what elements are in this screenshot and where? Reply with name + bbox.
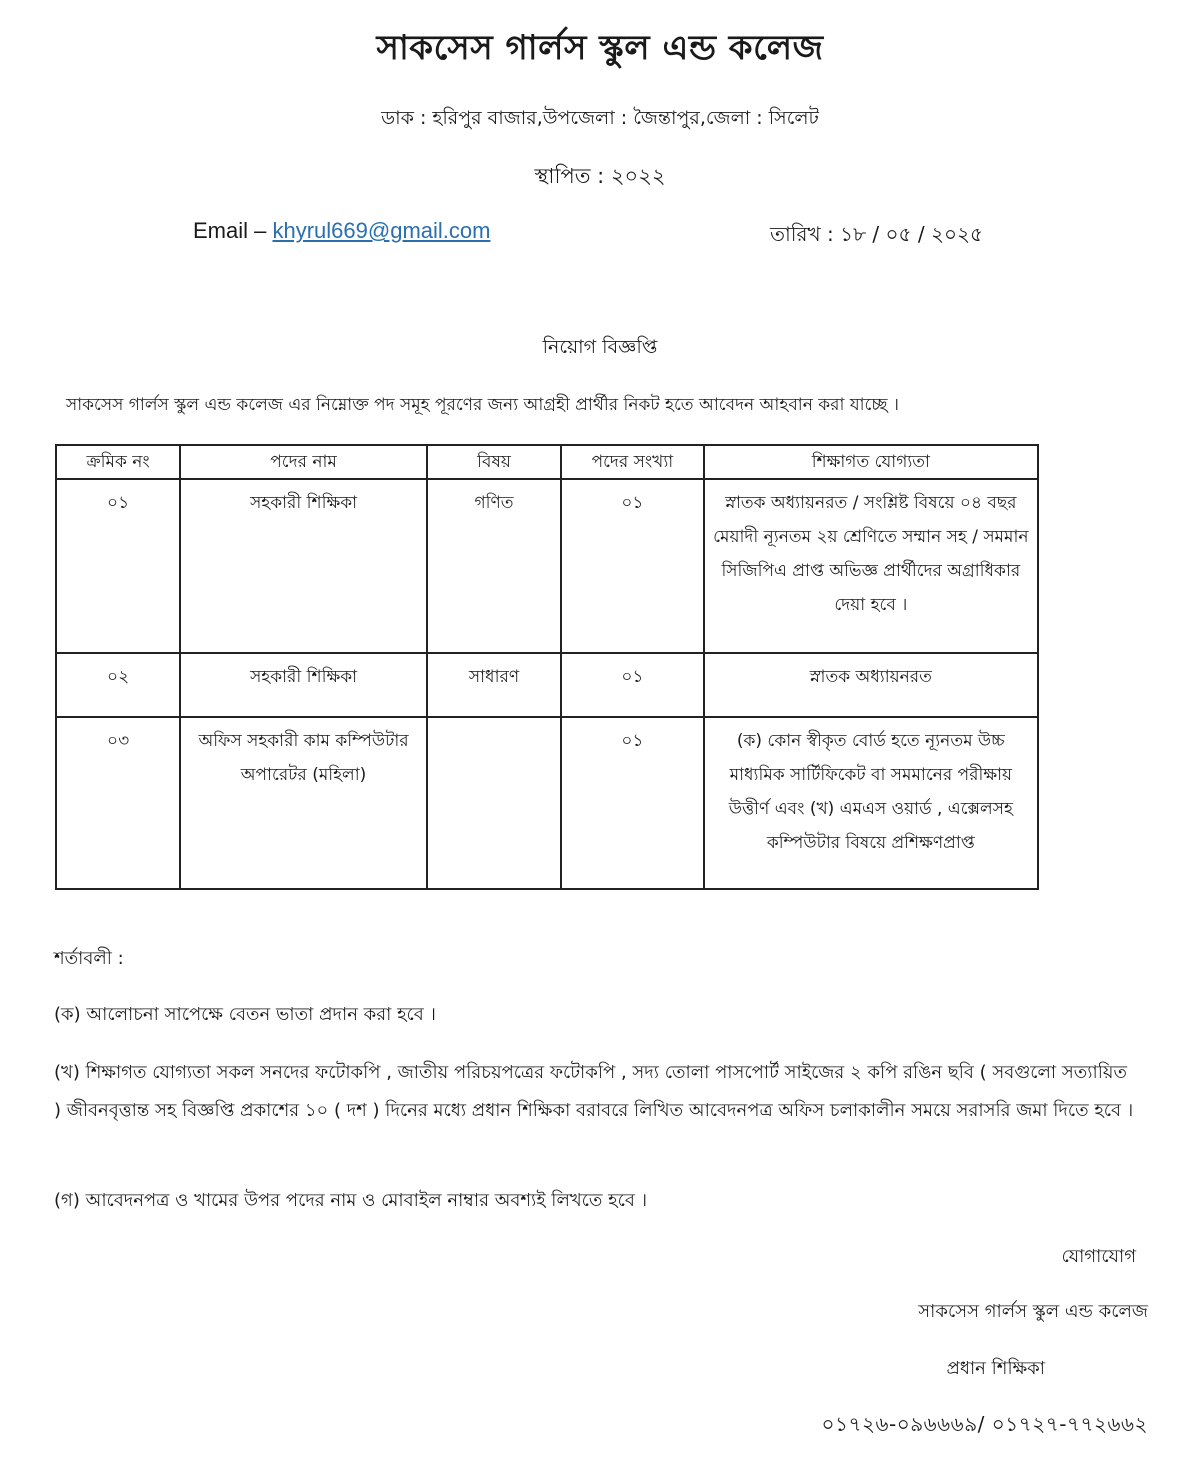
cell-subject — [427, 717, 561, 889]
cell-qualification: স্নাতক অধ্যায়নরত — [704, 653, 1038, 717]
school-name: সাকসেস গার্লস স্কুল এন্ড কলেজ — [376, 28, 824, 68]
school-address: ডাক : হরিপুর বাজার,উপজেলা : জৈন্তাপুর,জেলা : সিলেট — [381, 107, 819, 129]
term-item: (খ) শিক্ষাগত যোগ্যতা সকল সনদের ফটোকপি , জাতীয় পরিচয়পত্রের ফটোকপি , সদ্য তোলা পাসপোর্ট সাইজের ২ কপি রঙিন ছবি ( সবগুলো সত্যায়িত ) জীবনবৃত্তান্ত সহ বিজ্ঞপ্তি প্রকাশের ১০ ( দশ ) দিনের মধ্যে প্রধান শিক্ষিকা বরাবরে লিখিত আবেদনপত্র অফিস চলাকালীন সময়ে সরাসরি জমা দিতে হবে । — [54, 1062, 1134, 1121]
table-row — [56, 653, 1038, 717]
term-item: (গ) আবেদনপত্র ও খামের উপর পদের নাম ও মোবাইল নাম্বার অবশ্যই লিখতে হবে । — [54, 1190, 648, 1211]
notice-intro: সাকসেস গার্লস স্কুল এন্ড কলেজ এর নিম্নোক্ত পদ সমূহ পূরণের জন্য আগ্রহী প্রার্থীর নিকট হতে আবেদন আহবান করা যাচ্ছে । — [66, 395, 899, 415]
vacancy-table — [55, 444, 1039, 890]
established-year: স্থাপিত : ২০২২ — [534, 164, 666, 188]
header-post: পদের নাম — [180, 445, 427, 479]
cell-subject: সাধারণ — [427, 653, 561, 717]
cell-serial: ০৩ — [56, 717, 180, 889]
cell-post: অফিস সহকারী কাম কম্পিউটার অপারেটর (মহিলা) — [180, 717, 427, 889]
contact-phone: ০১৭২৬-০৯৬৬৬৯/ ০১৭২৭-৭৭২৬৬২ — [821, 1412, 1148, 1436]
email-line — [193, 218, 490, 244]
cell-count: ০১ — [561, 479, 704, 653]
cell-serial: ০১ — [56, 479, 180, 653]
term-item: (ক) আলোচনা সাপেক্ষে বেতন ভাতা প্রদান করা হবে । — [54, 1004, 436, 1025]
cell-count: ০১ — [561, 653, 704, 717]
table-header-row — [56, 445, 1038, 479]
header-subject: বিষয় — [427, 445, 561, 479]
cell-serial: ০২ — [56, 653, 180, 717]
cell-qualification: (ক) কোন স্বীকৃত বোর্ড হতে ন্যূনতম উচ্চ মাধ্যমিক সার্টিফিকেট বা সমমানের পরীক্ষায় উত্তীর্ণ এবং (খ) এমএস ওয়ার্ড , এক্সেলসহ কম্পিউটার বিষয়ে প্রশিক্ষণপ্রাপ্ত — [704, 717, 1038, 889]
contact-school: সাকসেস গার্লস স্কুল এন্ড কলেজ — [918, 1301, 1148, 1322]
table-row — [56, 479, 1038, 653]
header-count: পদের সংখ্যা — [561, 445, 704, 479]
contact-head: প্রধান শিক্ষিকা — [946, 1358, 1045, 1379]
notice-date: তারিখ : ১৮ / ০৫ / ২০২৫ — [770, 222, 983, 246]
cell-post: সহকারী শিক্ষিকা — [180, 479, 427, 653]
header-serial: ক্রমিক নং — [56, 445, 180, 479]
notice-title: নিয়োগ বিজ্ঞপ্তি — [542, 336, 658, 358]
email-link[interactable]: khyrul669@gmail.com — [272, 218, 491, 243]
cell-post: সহকারী শিক্ষিকা — [180, 653, 427, 717]
cell-count: ০১ — [561, 717, 704, 889]
header-qualification: শিক্ষাগত যোগ্যতা — [704, 445, 1038, 479]
terms-title: শর্তাবলী : — [54, 948, 124, 969]
cell-qualification: স্নাতক অধ্যায়নরত / সংশ্লিষ্ট বিষয়ে ০৪ বছর মেয়াদী ন্যূনতম ২য় শ্রেণিতে সম্মান সহ / সমমান সিজিপিএ প্রাপ্ত অভিজ্ঞ প্রার্থীদের অগ্রাধিকার দেয়া হবে । — [704, 479, 1038, 653]
contact-label: যোগাযোগ — [1061, 1246, 1136, 1267]
cell-subject: গণিত — [427, 479, 561, 653]
table-row — [56, 717, 1038, 889]
email-label: Email – — [193, 218, 273, 243]
